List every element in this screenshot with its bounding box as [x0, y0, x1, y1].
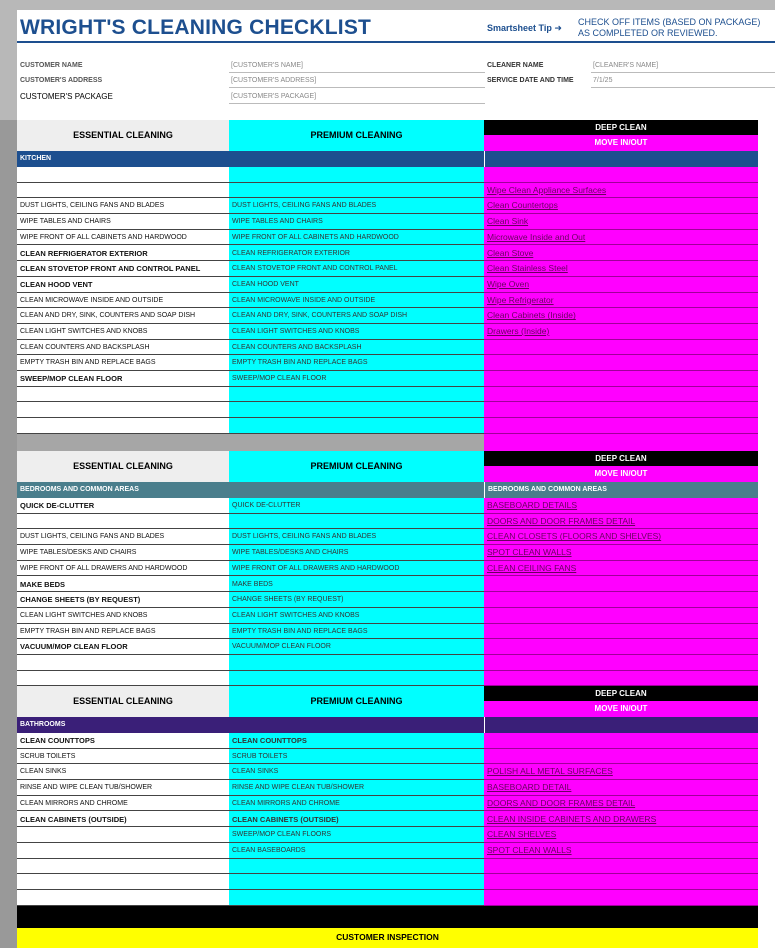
bathrooms-premium-header: PREMIUM CLEANING [229, 686, 484, 717]
bathrooms-deep-item [484, 859, 758, 875]
bathrooms-essential-item[interactable]: CLEAN CABINETS (OUTSIDE) [17, 812, 229, 828]
kitchen-deep-item[interactable]: Clean Sink [484, 214, 758, 230]
bathrooms-essential-item [17, 890, 229, 906]
kitchen-gap-deep [484, 434, 758, 451]
bathrooms-deep-item[interactable]: CLEAN SHELVES [484, 827, 758, 843]
kitchen-essential-item[interactable]: EMPTY TRASH BIN AND REPLACE BAGS [17, 355, 229, 371]
bathrooms-deep-item[interactable]: BASEBOARD DETAIL [484, 780, 758, 796]
kitchen-premium-item [229, 183, 484, 199]
kitchen-deep-list [484, 167, 758, 434]
bedrooms-premium-item [229, 514, 484, 530]
bathrooms-premium-item[interactable]: CLEAN MIRRORS AND CHROME [229, 796, 484, 812]
kitchen-premium-item[interactable]: SWEEP/MOP CLEAN FLOOR [229, 371, 484, 387]
kitchen-premium-header: PREMIUM CLEANING [229, 120, 484, 151]
footer-black-bar [17, 906, 758, 928]
customer-address-field[interactable]: [CUSTOMER'S ADDRESS] [231, 77, 317, 84]
bedrooms-deep-header: DEEP CLEAN [484, 451, 758, 466]
row-header-strip [0, 120, 17, 948]
bathrooms-deep-item[interactable]: CLEAN INSIDE CABINETS AND DRAWERS [484, 812, 758, 828]
bathrooms-premium-item[interactable]: RINSE AND WIPE CLEAN TUB/SHOWER [229, 780, 484, 796]
bedrooms-premium-item [229, 671, 484, 686]
kitchen-deep-item[interactable]: Wipe Oven [484, 277, 758, 293]
customer-package-label: CUSTOMER'S PACKAGE [20, 92, 113, 101]
kitchen-deep-item[interactable]: Wipe Clean Appliance Surfaces [484, 183, 758, 199]
kitchen-essential-item[interactable]: CLEAN HOOD VENT [17, 277, 229, 293]
kitchen-essential-item[interactable]: CLEAN LIGHT SWITCHES AND KNOBS [17, 324, 229, 340]
bedrooms-premium-item[interactable]: EMPTY TRASH BIN AND REPLACE BAGS [229, 624, 484, 640]
kitchen-premium-item [229, 167, 484, 183]
bedrooms-essential-item[interactable]: DUST LIGHTS, CEILING FANS AND BLADES [17, 529, 229, 545]
kitchen-premium-item[interactable]: CLEAN COUNTERS AND BACKSPLASH [229, 340, 484, 356]
kitchen-gap [17, 434, 484, 451]
bedrooms-deep-item[interactable]: BASEBOARD DETAILS [484, 498, 758, 514]
kitchen-deep-item[interactable]: Clean Stove [484, 246, 758, 262]
kitchen-deep-item [484, 418, 758, 434]
bathrooms-deep-item [484, 890, 758, 906]
bathrooms-essential-item[interactable]: CLEAN COUNTTOPS [17, 733, 229, 749]
bathrooms-premium-item[interactable]: SWEEP/MOP CLEAN FLOORS [229, 827, 484, 843]
kitchen-essential-item[interactable]: CLEAN COUNTERS AND BACKSPLASH [17, 340, 229, 356]
smartsheet-tip-label[interactable]: Smartsheet Tip ➜ [487, 23, 562, 33]
page-title: WRIGHT'S CLEANING CHECKLIST [20, 16, 372, 39]
bathrooms-premium-item [229, 859, 484, 875]
kitchen-premium-item[interactable]: CLEAN STOVETOP FRONT AND CONTROL PANEL [229, 261, 484, 277]
bathrooms-essential-item[interactable]: RINSE AND WIPE CLEAN TUB/SHOWER [17, 780, 229, 796]
cleaner-name-underline [591, 72, 775, 73]
bedrooms-deep-list [484, 498, 758, 686]
bathrooms-essential-list [17, 733, 229, 906]
kitchen-deep-item[interactable]: Drawers (Inside) [484, 324, 758, 340]
bedrooms-premium-list [229, 498, 484, 686]
customer-address-label: CUSTOMER'S ADDRESS [20, 77, 103, 84]
bathrooms-deep-item[interactable]: POLISH ALL METAL SURFACES [484, 764, 758, 780]
bathrooms-essential-item[interactable]: CLEAN MIRRORS AND CHROME [17, 796, 229, 812]
kitchen-premium-item [229, 403, 484, 419]
service-date-field[interactable]: 7/1/25 [593, 77, 613, 84]
kitchen-essential-item [17, 403, 229, 419]
kitchen-essential-item [17, 418, 229, 434]
bedrooms-essential-item[interactable]: WIPE TABLES/DESKS AND CHAIRS [17, 545, 229, 561]
kitchen-premium-item[interactable]: DUST LIGHTS, CEILING FANS AND BLADES [229, 198, 484, 214]
kitchen-band: KITCHEN [17, 151, 484, 167]
bedrooms-deep-item [484, 608, 758, 624]
kitchen-premium-item[interactable]: EMPTY TRASH BIN AND REPLACE BAGS [229, 355, 484, 371]
kitchen-premium-item[interactable]: CLEAN MICROWAVE INSIDE AND OUTSIDE [229, 293, 484, 309]
kitchen-deep-item [484, 371, 758, 387]
kitchen-premium-item[interactable]: CLEAN REFRIGERATOR EXTERIOR [229, 246, 484, 262]
kitchen-premium-item[interactable]: CLEAN AND DRY, SINK, COUNTERS AND SOAP DISH [229, 308, 484, 324]
kitchen-deep-item[interactable]: Clean Cabinets (Inside) [484, 308, 758, 324]
bathrooms-deep-item[interactable]: DOORS AND DOOR FRAMES DETAIL [484, 796, 758, 812]
kitchen-move-header: MOVE IN/OUT [484, 135, 758, 151]
cleaner-name-field[interactable]: [CLEANER'S NAME] [593, 62, 659, 69]
bedrooms-premium-item[interactable]: CHANGE SHEETS (BY REQUEST) [229, 592, 484, 608]
kitchen-essential-item[interactable]: DUST LIGHTS, CEILING FANS AND BLADES [17, 198, 229, 214]
bedrooms-premium-header: PREMIUM CLEANING [229, 451, 484, 482]
kitchen-premium-item[interactable]: CLEAN HOOD VENT [229, 277, 484, 293]
kitchen-essential-item[interactable]: CLEAN REFRIGERATOR EXTERIOR [17, 246, 229, 262]
kitchen-essential-item[interactable]: WIPE TABLES AND CHAIRS [17, 214, 229, 230]
kitchen-essential-item[interactable]: WIPE FRONT OF ALL CABINETS AND HARDWOOD [17, 230, 229, 246]
kitchen-premium-list [229, 167, 484, 434]
kitchen-essential-item[interactable]: SWEEP/MOP CLEAN FLOOR [17, 371, 229, 387]
kitchen-deep-item [484, 355, 758, 371]
bathrooms-premium-item [229, 874, 484, 890]
bedrooms-premium-item [229, 655, 484, 671]
bathrooms-deep-list [484, 733, 758, 906]
bedrooms-essential-item [17, 655, 229, 671]
kitchen-deep-item [484, 167, 758, 183]
bathrooms-move-header: MOVE IN/OUT [484, 701, 758, 717]
bedrooms-deep-item[interactable]: CLEAN CLOSETS (FLOORS AND SHELVES) [484, 529, 758, 545]
kitchen-premium-item[interactable]: WIPE TABLES AND CHAIRS [229, 214, 484, 230]
bedrooms-essential-item [17, 514, 229, 530]
customer-name-label: CUSTOMER NAME [20, 62, 83, 69]
bedrooms-essential-item[interactable]: MAKE BEDS [17, 577, 229, 593]
kitchen-deep-item [484, 403, 758, 419]
bedrooms-essential-header: ESSENTIAL CLEANING [17, 451, 229, 482]
bathrooms-deep-header: DEEP CLEAN [484, 686, 758, 701]
bathrooms-premium-item[interactable]: CLEAN COUNTTOPS [229, 733, 484, 749]
bedrooms-essential-item[interactable]: WIPE FRONT OF ALL DRAWERS AND HARDWOOD [17, 561, 229, 577]
bedrooms-deep-item[interactable]: DOORS AND DOOR FRAMES DETAIL [484, 514, 758, 530]
kitchen-essential-list [17, 167, 229, 434]
bathrooms-premium-list [229, 733, 484, 906]
bedrooms-essential-item[interactable]: QUICK DE-CLUTTER [17, 498, 229, 514]
kitchen-deep-item[interactable]: Clean Stainless Steel [484, 261, 758, 277]
bedrooms-move-header: MOVE IN/OUT [484, 466, 758, 482]
kitchen-essential-item[interactable]: CLEAN AND DRY, SINK, COUNTERS AND SOAP DISH [17, 308, 229, 324]
service-date-underline [591, 87, 775, 88]
customer-name-underline [229, 72, 485, 73]
bedrooms-deep-item [484, 671, 758, 686]
bathrooms-essential-header: ESSENTIAL CLEANING [17, 686, 229, 717]
bathrooms-premium-item[interactable]: SCRUB TOILETS [229, 749, 484, 765]
bedrooms-premium-item[interactable]: QUICK DE-CLUTTER [229, 498, 484, 514]
bedrooms-premium-item[interactable]: WIPE TABLES/DESKS AND CHAIRS [229, 545, 484, 561]
bathrooms-deep-item [484, 874, 758, 890]
bathrooms-essential-item [17, 874, 229, 890]
kitchen-deep-item[interactable]: Clean Countertops [484, 198, 758, 214]
customer-inspection-header: CUSTOMER INSPECTION [17, 928, 758, 948]
bedrooms-deep-item [484, 577, 758, 593]
customer-package-underline [229, 103, 485, 104]
bathrooms-essential-item [17, 859, 229, 875]
bedrooms-essential-item [17, 671, 229, 686]
bedrooms-deep-item [484, 592, 758, 608]
bathrooms-deep-item [484, 749, 758, 765]
bedrooms-deep-item [484, 639, 758, 655]
cleaner-name-label: CLEANER NAME [487, 62, 544, 69]
bedrooms-essential-list [17, 498, 229, 686]
bedrooms-essential-item[interactable]: CLEAN LIGHT SWITCHES AND KNOBS [17, 608, 229, 624]
kitchen-deep-item[interactable]: Wipe Refrigerator [484, 293, 758, 309]
kitchen-deep-item [484, 387, 758, 403]
kitchen-essential-item [17, 183, 229, 199]
kitchen-premium-item[interactable]: WIPE FRONT OF ALL CABINETS AND HARDWOOD [229, 230, 484, 246]
bathrooms-essential-item[interactable]: SCRUB TOILETS [17, 749, 229, 765]
bedrooms-essential-item[interactable]: CHANGE SHEETS (BY REQUEST) [17, 592, 229, 608]
kitchen-band-deep [484, 151, 758, 167]
kitchen-deep-item [484, 340, 758, 356]
bathrooms-band-deep [484, 717, 758, 733]
bedrooms-deep-item[interactable]: SPOT CLEAN WALLS [484, 545, 758, 561]
bathrooms-band: BATHROOMS [17, 717, 484, 733]
bedrooms-essential-item[interactable]: VACUUM/MOP CLEAN FLOOR [17, 639, 229, 655]
kitchen-essential-item [17, 387, 229, 403]
bathrooms-deep-item [484, 733, 758, 749]
bathrooms-premium-item[interactable]: CLEAN BASEBOARDS [229, 843, 484, 859]
bathrooms-premium-item[interactable]: CLEAN CABINETS (OUTSIDE) [229, 812, 484, 828]
bedrooms-premium-item[interactable]: CLEAN LIGHT SWITCHES AND KNOBS [229, 608, 484, 624]
bedrooms-deep-item [484, 655, 758, 671]
bedrooms-essential-item[interactable]: EMPTY TRASH BIN AND REPLACE BAGS [17, 624, 229, 640]
kitchen-essential-item [17, 167, 229, 183]
service-date-label: SERVICE DATE AND TIME [487, 77, 574, 84]
bedrooms-band-deep: BEDROOMS AND COMMON AREAS [484, 482, 758, 498]
kitchen-premium-item [229, 418, 484, 434]
kitchen-essential-header: ESSENTIAL CLEANING [17, 120, 229, 151]
bathrooms-essential-item[interactable]: CLEAN SINKS [17, 764, 229, 780]
title-rule [17, 41, 775, 43]
bedrooms-premium-item[interactable]: WIPE FRONT OF ALL DRAWERS AND HARDWOOD [229, 561, 484, 577]
bedrooms-premium-item[interactable]: MAKE BEDS [229, 577, 484, 593]
kitchen-essential-item[interactable]: CLEAN STOVETOP FRONT AND CONTROL PANEL [17, 261, 229, 277]
customer-address-underline [229, 87, 485, 88]
bathrooms-essential-item [17, 827, 229, 843]
bedrooms-deep-item[interactable]: CLEAN CEILING FANS [484, 561, 758, 577]
smartsheet-tip-text: CHECK OFF ITEMS (BASED ON PACKAGE) AS COMPLETED OR REVIEWED. [578, 17, 761, 38]
customer-package-field[interactable]: [CUSTOMER'S PACKAGE] [231, 93, 317, 100]
bathrooms-premium-item [229, 890, 484, 906]
bedrooms-band: BEDROOMS AND COMMON AREAS [17, 482, 484, 498]
bathrooms-essential-item [17, 843, 229, 859]
kitchen-deep-header: DEEP CLEAN [484, 120, 758, 135]
kitchen-premium-item[interactable]: CLEAN LIGHT SWITCHES AND KNOBS [229, 324, 484, 340]
bathrooms-deep-item[interactable]: SPOT CLEAN WALLS [484, 843, 758, 859]
kitchen-essential-item[interactable]: CLEAN MICROWAVE INSIDE AND OUTSIDE [17, 293, 229, 309]
bedrooms-premium-item[interactable]: DUST LIGHTS, CEILING FANS AND BLADES [229, 529, 484, 545]
bedrooms-premium-item[interactable]: VACUUM/MOP CLEAN FLOOR [229, 639, 484, 655]
kitchen-premium-item [229, 387, 484, 403]
bedrooms-deep-item [484, 624, 758, 640]
bathrooms-premium-item[interactable]: CLEAN SINKS [229, 764, 484, 780]
customer-name-field[interactable]: [CUSTOMER'S NAME] [231, 62, 303, 69]
kitchen-deep-item[interactable]: Microwave Inside and Out [484, 230, 758, 246]
